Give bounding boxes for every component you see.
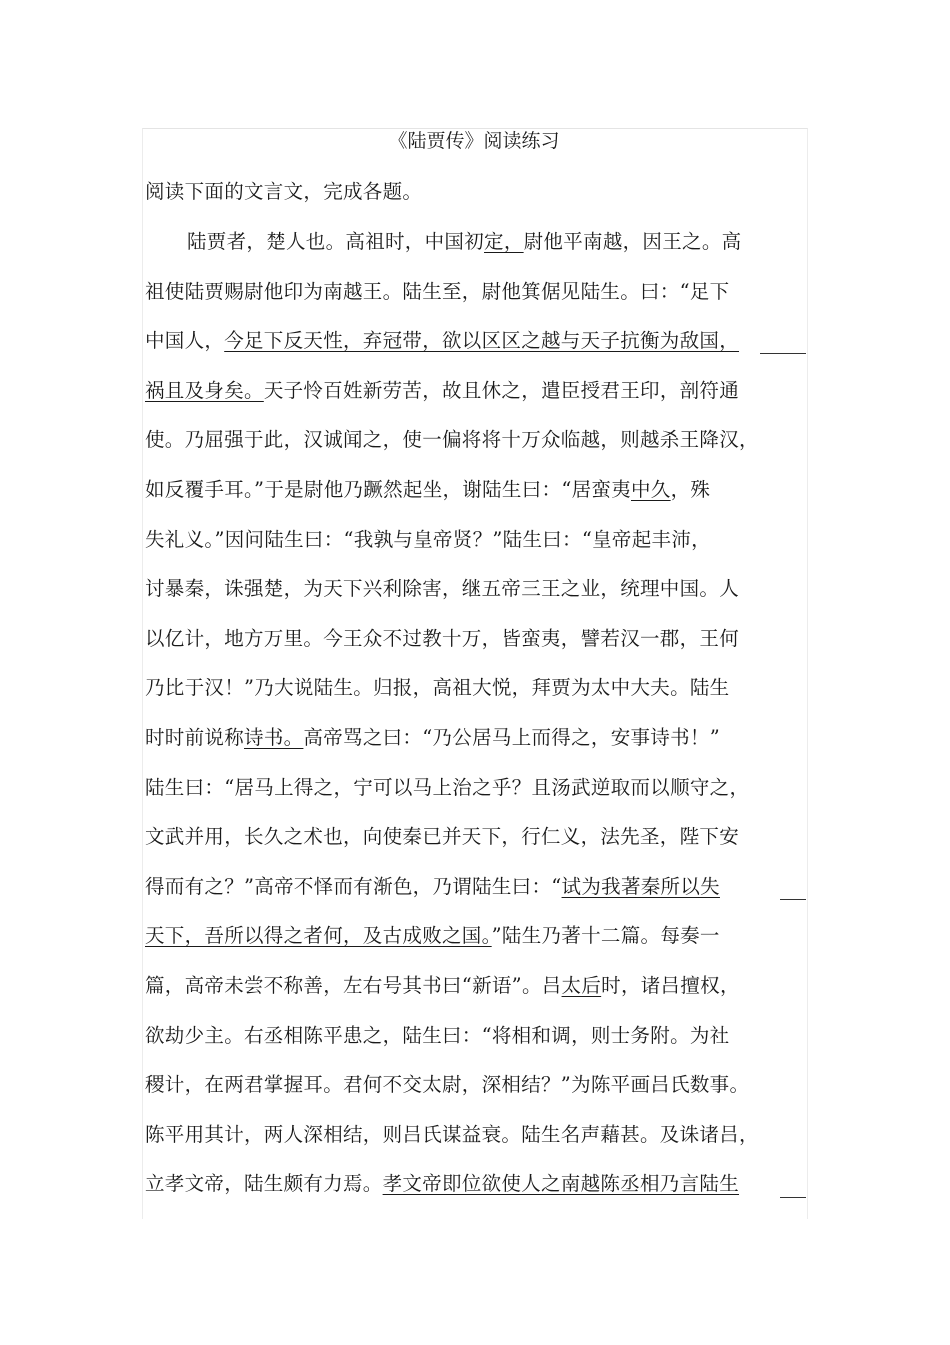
passage-line bbox=[145, 1071, 807, 1099]
underlined-text: 中久 bbox=[631, 478, 671, 501]
passage-line bbox=[145, 922, 807, 950]
text-segment: 时时前说称 bbox=[145, 726, 245, 749]
answer-line bbox=[780, 899, 806, 900]
passage-line bbox=[145, 228, 849, 256]
text-segment: 尉他平南越，因王之。高 bbox=[523, 230, 742, 253]
passage-line bbox=[145, 873, 807, 901]
passage-line bbox=[145, 625, 807, 653]
passage-line bbox=[145, 674, 807, 702]
underlined-text: 诗书。 bbox=[244, 726, 304, 749]
passage-line bbox=[145, 1170, 807, 1198]
underlined-text: 祸且及身矣。 bbox=[145, 379, 264, 402]
text-segment: 陆贾者，楚人也。高祖时，中国初 bbox=[187, 230, 485, 253]
passage-line bbox=[145, 774, 807, 802]
instruction-text: 阅读下面的文言文，完成各题。 bbox=[145, 180, 423, 203]
text-segment: 文武并用，长久之术也，向使秦已并天下，行仁义，法先圣，陛下安 bbox=[145, 825, 740, 848]
text-segment: 得而有之？”高帝不怿而有渐色，乃谓陆生曰：“ bbox=[145, 875, 562, 898]
text-segment: 篇，高帝未尝不称善，左右号其书曰“新语”。吕 bbox=[145, 974, 562, 997]
text-segment: 如反覆手耳。”于是尉他乃蹶然起坐，谢陆生曰：“居蛮夷 bbox=[145, 478, 631, 501]
underlined-text: 定， bbox=[484, 230, 524, 253]
text-segment: 时，诸吕擅权， bbox=[601, 974, 740, 997]
answer-line bbox=[780, 1197, 806, 1198]
passage-line bbox=[145, 972, 807, 1000]
passage-line bbox=[145, 426, 807, 454]
passage-line bbox=[145, 823, 807, 851]
passage-line bbox=[145, 575, 807, 603]
page-title: 《陆贾传》阅读练习 bbox=[388, 130, 560, 152]
text-segment: 失礼义。”因问陆生曰：“我孰与皇帝贤？”陆生曰：“皇帝起丰沛， bbox=[145, 528, 711, 551]
passage-line bbox=[145, 1121, 807, 1149]
text-segment: ”陆生乃著十二篇。每奏一 bbox=[491, 924, 720, 947]
passage-line bbox=[145, 278, 807, 306]
passage-line bbox=[145, 724, 807, 752]
answer-line bbox=[760, 353, 806, 354]
text-segment: 稷计，在两君掌握耳。君何不交太尉，深相结？”为陈平画吕氏数事。 bbox=[145, 1073, 750, 1096]
text-segment: 天子怜百姓新劳苦，故且休之，遣臣授君王印，剖符通 bbox=[263, 379, 740, 402]
text-segment: 陆生曰：“居马上得之，宁可以马上治之乎？且汤武逆取而以顺守之， bbox=[145, 776, 750, 799]
underlined-text: 试为我著秦所以失 bbox=[561, 875, 720, 898]
passage-line bbox=[145, 1022, 807, 1050]
text-segment: 陈平用其计，两人深相结，则吕氏谋益衰。陆生名声藉甚。及诛诸吕， bbox=[145, 1123, 759, 1146]
text-segment: 立孝文帝，陆生颇有力焉。 bbox=[145, 1172, 383, 1195]
underlined-text: 天下，吾所以得之者何，及古成败之国。 bbox=[145, 924, 492, 947]
text-segment: 以亿计，地方万里。今王众不过教十万，皆蛮夷，譬若汉一郡，王何 bbox=[145, 627, 740, 650]
text-segment: 中国人， bbox=[145, 329, 225, 352]
text-segment: 乃比于汉！”乃大说陆生。归报，高祖大悦，拜贾为太中大夫。陆生 bbox=[145, 676, 730, 699]
underlined-text: 今足下反天性，弃冠带，欲以区区之越与天子抗衡为敌国， bbox=[224, 329, 740, 352]
passage-line bbox=[145, 377, 807, 405]
passage-line bbox=[145, 476, 807, 504]
passage-line bbox=[145, 526, 807, 554]
text-segment: 高帝骂之曰：“乃公居马上而得之，安事诗书！” bbox=[303, 726, 720, 749]
passage-line bbox=[145, 327, 807, 355]
underlined-text: 孝文帝即位欲使人之南越陈丞相乃言陆生 bbox=[382, 1172, 740, 1195]
text-segment: 祖使陆贾赐尉他印为南越王。陆生至，尉他箕倨见陆生。曰：“足下 bbox=[145, 280, 730, 303]
text-segment: 使。乃屈强于此，汉诚闻之，使一偏将将十万众临越，则越杀王降汉， bbox=[145, 428, 759, 451]
underlined-text: 太后 bbox=[561, 974, 602, 997]
text-segment: 讨暴秦，诛强楚，为天下兴利除害，继五帝三王之业，统理中国。人 bbox=[145, 577, 740, 600]
text-segment: 欲劫少主。右丞相陈平患之，陆生曰：“将相和调，则士务附。为社 bbox=[145, 1024, 730, 1047]
text-segment: ，殊 bbox=[670, 478, 711, 501]
